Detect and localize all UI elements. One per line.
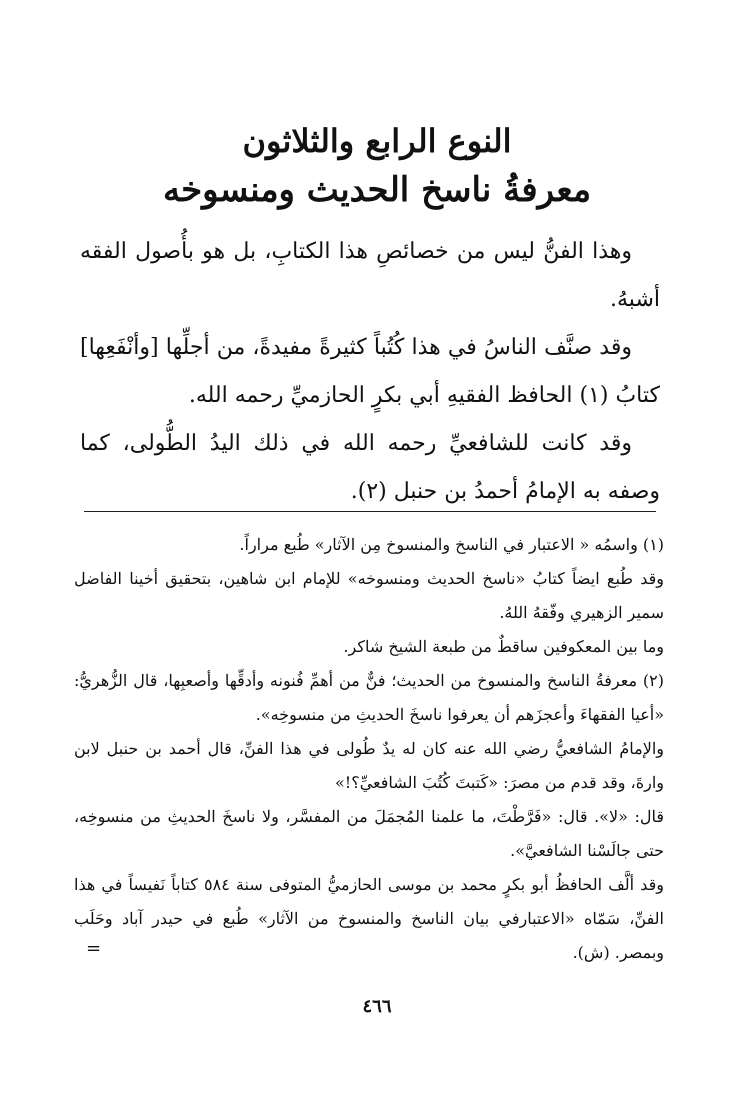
footnotes [74,528,664,970]
footnote-1: (١) واسمُه « الاعتبار في الناسخ والمنسوخ مِن الآثار» طُبع مراراً. [239,535,664,554]
paragraph-1: وهذا الفنُّ ليس من خصائصِ هذا الكتابِ، بل هو بأُصول الفقه أشبهُ. [80,239,660,312]
continuation-mark: = [86,938,102,959]
chapter-number-heading: النوع الرابع والثلاثون [242,122,512,160]
paragraph-3: وقد كانت للشافعيِّ رحمه الله في ذلك اليدُ الطُّولى، كما وصفه به الإمامُ أحمدُ بن حنبل (٢). [80,431,660,504]
footnote-1-continued: وقد طُبع ايضاً كتابُ «ناسخ الحديث ومنسوخه» للإمام ابن شاهين، بتحقيق أخينا الفاضل سمير الزهيري وفّقهُ اللهُ. [74,569,664,622]
paragraph-2: وقد صنَّف الناسُ في هذا كُتُباً كثيرةً مفيدةً، من أجلِّها [وأنْفَعِها] كتابُ (١) الحافظ الفقيهِ أبي بكرٍ الحازميِّ رحمه الله. [80,335,660,408]
footnote-2-note: وقد ألَّف الحافظُ أبو بكرٍ محمد بن موسى الحازميُّ المتوفى سنة ٥٨٤ كتاباً نَفيساً في هذا الفنِّ، سَمّاه «الاعتبارفي بيان الناسخ والمنسوخ من الآثار» طُبع في حيدر آباد وحَلَب وبمصر. (ش). [74,875,664,962]
main-text [80,228,660,516]
footnote-separator [84,511,656,512]
footnote-2-quote: قال: «لا». قال: «فَرَّطْتَ، ما علمنا المُجمَلَ من المفسَّر، ولا ناسخَ الحديثِ من منسوخِه، حتى جالَسْنا الشافعيَّ». [74,807,664,860]
footnote-2-continued: والإمامُ الشافعيُّ رضي الله عنه كان له يدٌ طُولى في هذا الفنِّ، قال أحمد بن حنبل لابن وارةَ، وقد قدم من مصرَ: «كَتبتَ كُتُبَ الشافعيِّ؟!» [74,739,664,792]
footnote-1-note: وما بين المعكوفين ساقطٌ من طبعة الشيخ شاكر. [343,637,664,656]
chapter-title-heading: معرفةُ ناسخ الحديث ومنسوخه [162,170,592,210]
footnote-2: (٢) معرفةُ الناسخ والمنسوخ من الحديث؛ فنٌّ من أهمِّ فُنونه وأدقِّها وأصعبِها، قال الزُّهريُّ: «أعيا الفقهاءَ وأعجزَهم أن يعرفوا ناسخَ الحديثِ من منسوخِه». [74,671,664,724]
page-number: ٤٦٦ [362,996,392,1017]
